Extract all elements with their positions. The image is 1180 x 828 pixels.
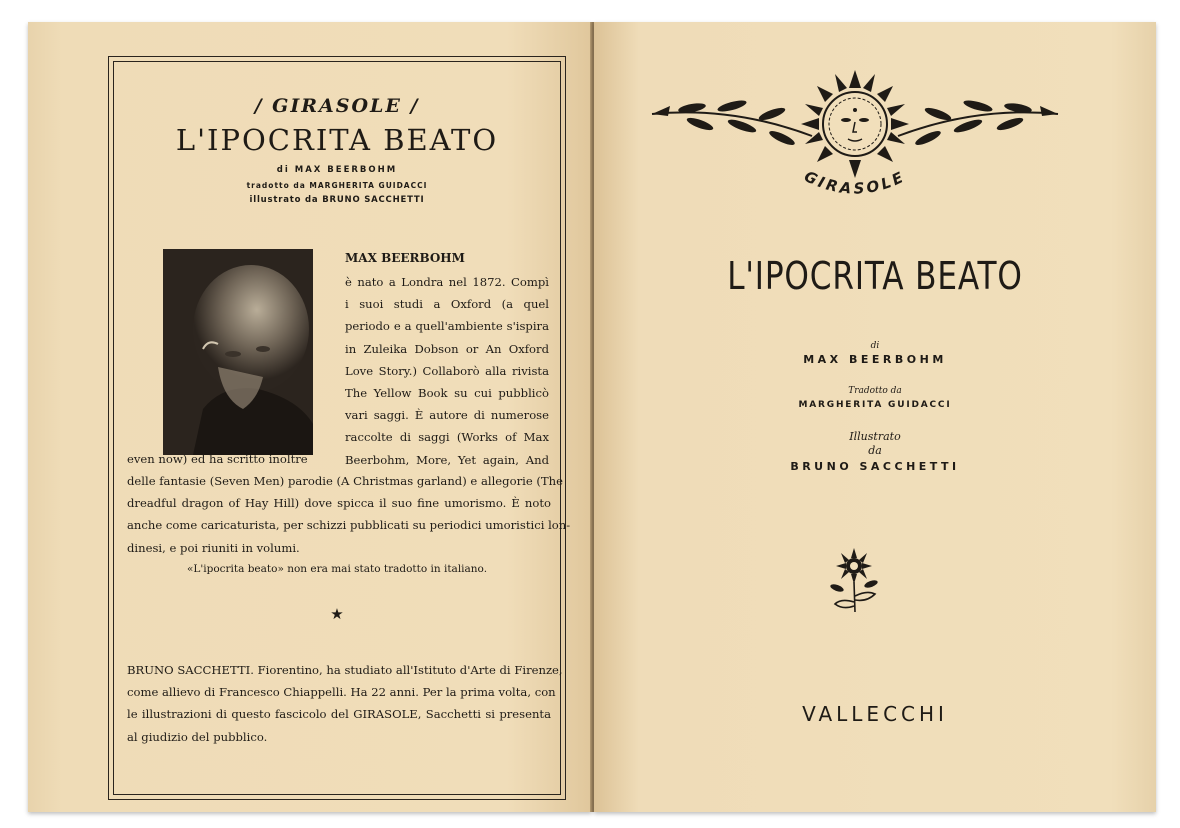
- translator-line: tradotto da MARGHERITA GUIDACCI: [246, 181, 428, 190]
- bio-text-column: [345, 271, 549, 471]
- illustrator-bio: [127, 659, 563, 748]
- emblem-text: GIRASOLE: [801, 167, 909, 198]
- right-page: [594, 22, 1156, 812]
- author-line: di MAX BEERBOHM: [276, 165, 398, 175]
- tradotto-label: Tradotto da: [848, 386, 902, 396]
- bio-line: vari saggi. È autore di numerose: [345, 408, 549, 423]
- bio-line: dinesi, e poi riuniti in volumi.: [127, 540, 300, 555]
- title-page-translator: MARGHERITA GUIDACCI: [798, 400, 952, 410]
- publisher-name: VALLECCHI: [802, 702, 948, 726]
- book-spread: [28, 22, 1156, 812]
- title-page-illustrator: BRUNO SACCHETTI: [790, 460, 960, 473]
- bio-line: dreadful dragon of Hay Hill) dove spicca il suo fine umorismo. È noto: [127, 496, 551, 511]
- bio-line: è nato a Londra nel 1872. Compì: [345, 275, 549, 289]
- illustrator-bio-line: le illustrazioni di questo fascicolo del GIRASOLE, Sacchetti si presenta: [127, 707, 551, 722]
- sunflower-vignette-icon: [819, 544, 889, 614]
- illustrato-label: Illustrato: [849, 430, 901, 443]
- bio-line: Beerbohm, More, Yet again, And: [345, 452, 549, 467]
- bio-line: The Yellow Book su cui pubblicò: [345, 386, 549, 401]
- author-portrait: [163, 249, 313, 455]
- bio-line: raccolte di saggi (Works of Max: [345, 430, 549, 445]
- star-icon: ★: [330, 605, 344, 623]
- bio-line: delle fantasie (Seven Men) parodie (A Christmas garland) e allegorie (The: [127, 474, 563, 488]
- di-label: di: [870, 341, 880, 351]
- bio-line: periodo e a quell'ambiente s'ispira: [345, 319, 549, 334]
- title-page-author: MAX BEERBOHM: [803, 353, 947, 366]
- book-title: L'IPOCRITA BEATO: [175, 123, 499, 157]
- bio-heading: MAX BEERBOHM: [345, 251, 465, 265]
- da-label: da: [868, 444, 882, 457]
- bio-line: i suoi studi a Oxford (a quel: [345, 297, 549, 312]
- illustrator-bio-line: BRUNO SACCHETTI. Fiorentino, ha studiato all'Istituto d'Arte di Firenze,: [127, 663, 563, 677]
- sunflower-emblem-icon: [642, 66, 1068, 216]
- bio-line: even now) ed ha scritto inoltre: [127, 452, 308, 466]
- bio-line: Love Story.) Collaborò alla rivista: [345, 363, 549, 378]
- illustrator-bio-line: come allievo di Francesco Chiappelli. Ha 22 anni. Per la prima volta, con: [127, 685, 556, 700]
- left-page: [28, 22, 592, 812]
- bio-line: in Zuleika Dobson or An Oxford: [345, 341, 549, 356]
- series-title: / GIRASOLE /: [254, 95, 420, 117]
- illustrator-bio-line: al giudizio del pubblico.: [127, 729, 268, 744]
- bio-line: anche come caricaturista, per schizzi pubblicati su periodici umoristici lon-: [127, 518, 571, 533]
- page-frame: [108, 56, 571, 800]
- title-page-title: L'IPOCRITA BEATO: [727, 254, 1023, 298]
- translation-note: «L'ipocrita beato» non era mai stato tradotto in italiano.: [186, 563, 488, 575]
- illustrator-line: illustrato da BRUNO SACCHETTI: [249, 195, 425, 205]
